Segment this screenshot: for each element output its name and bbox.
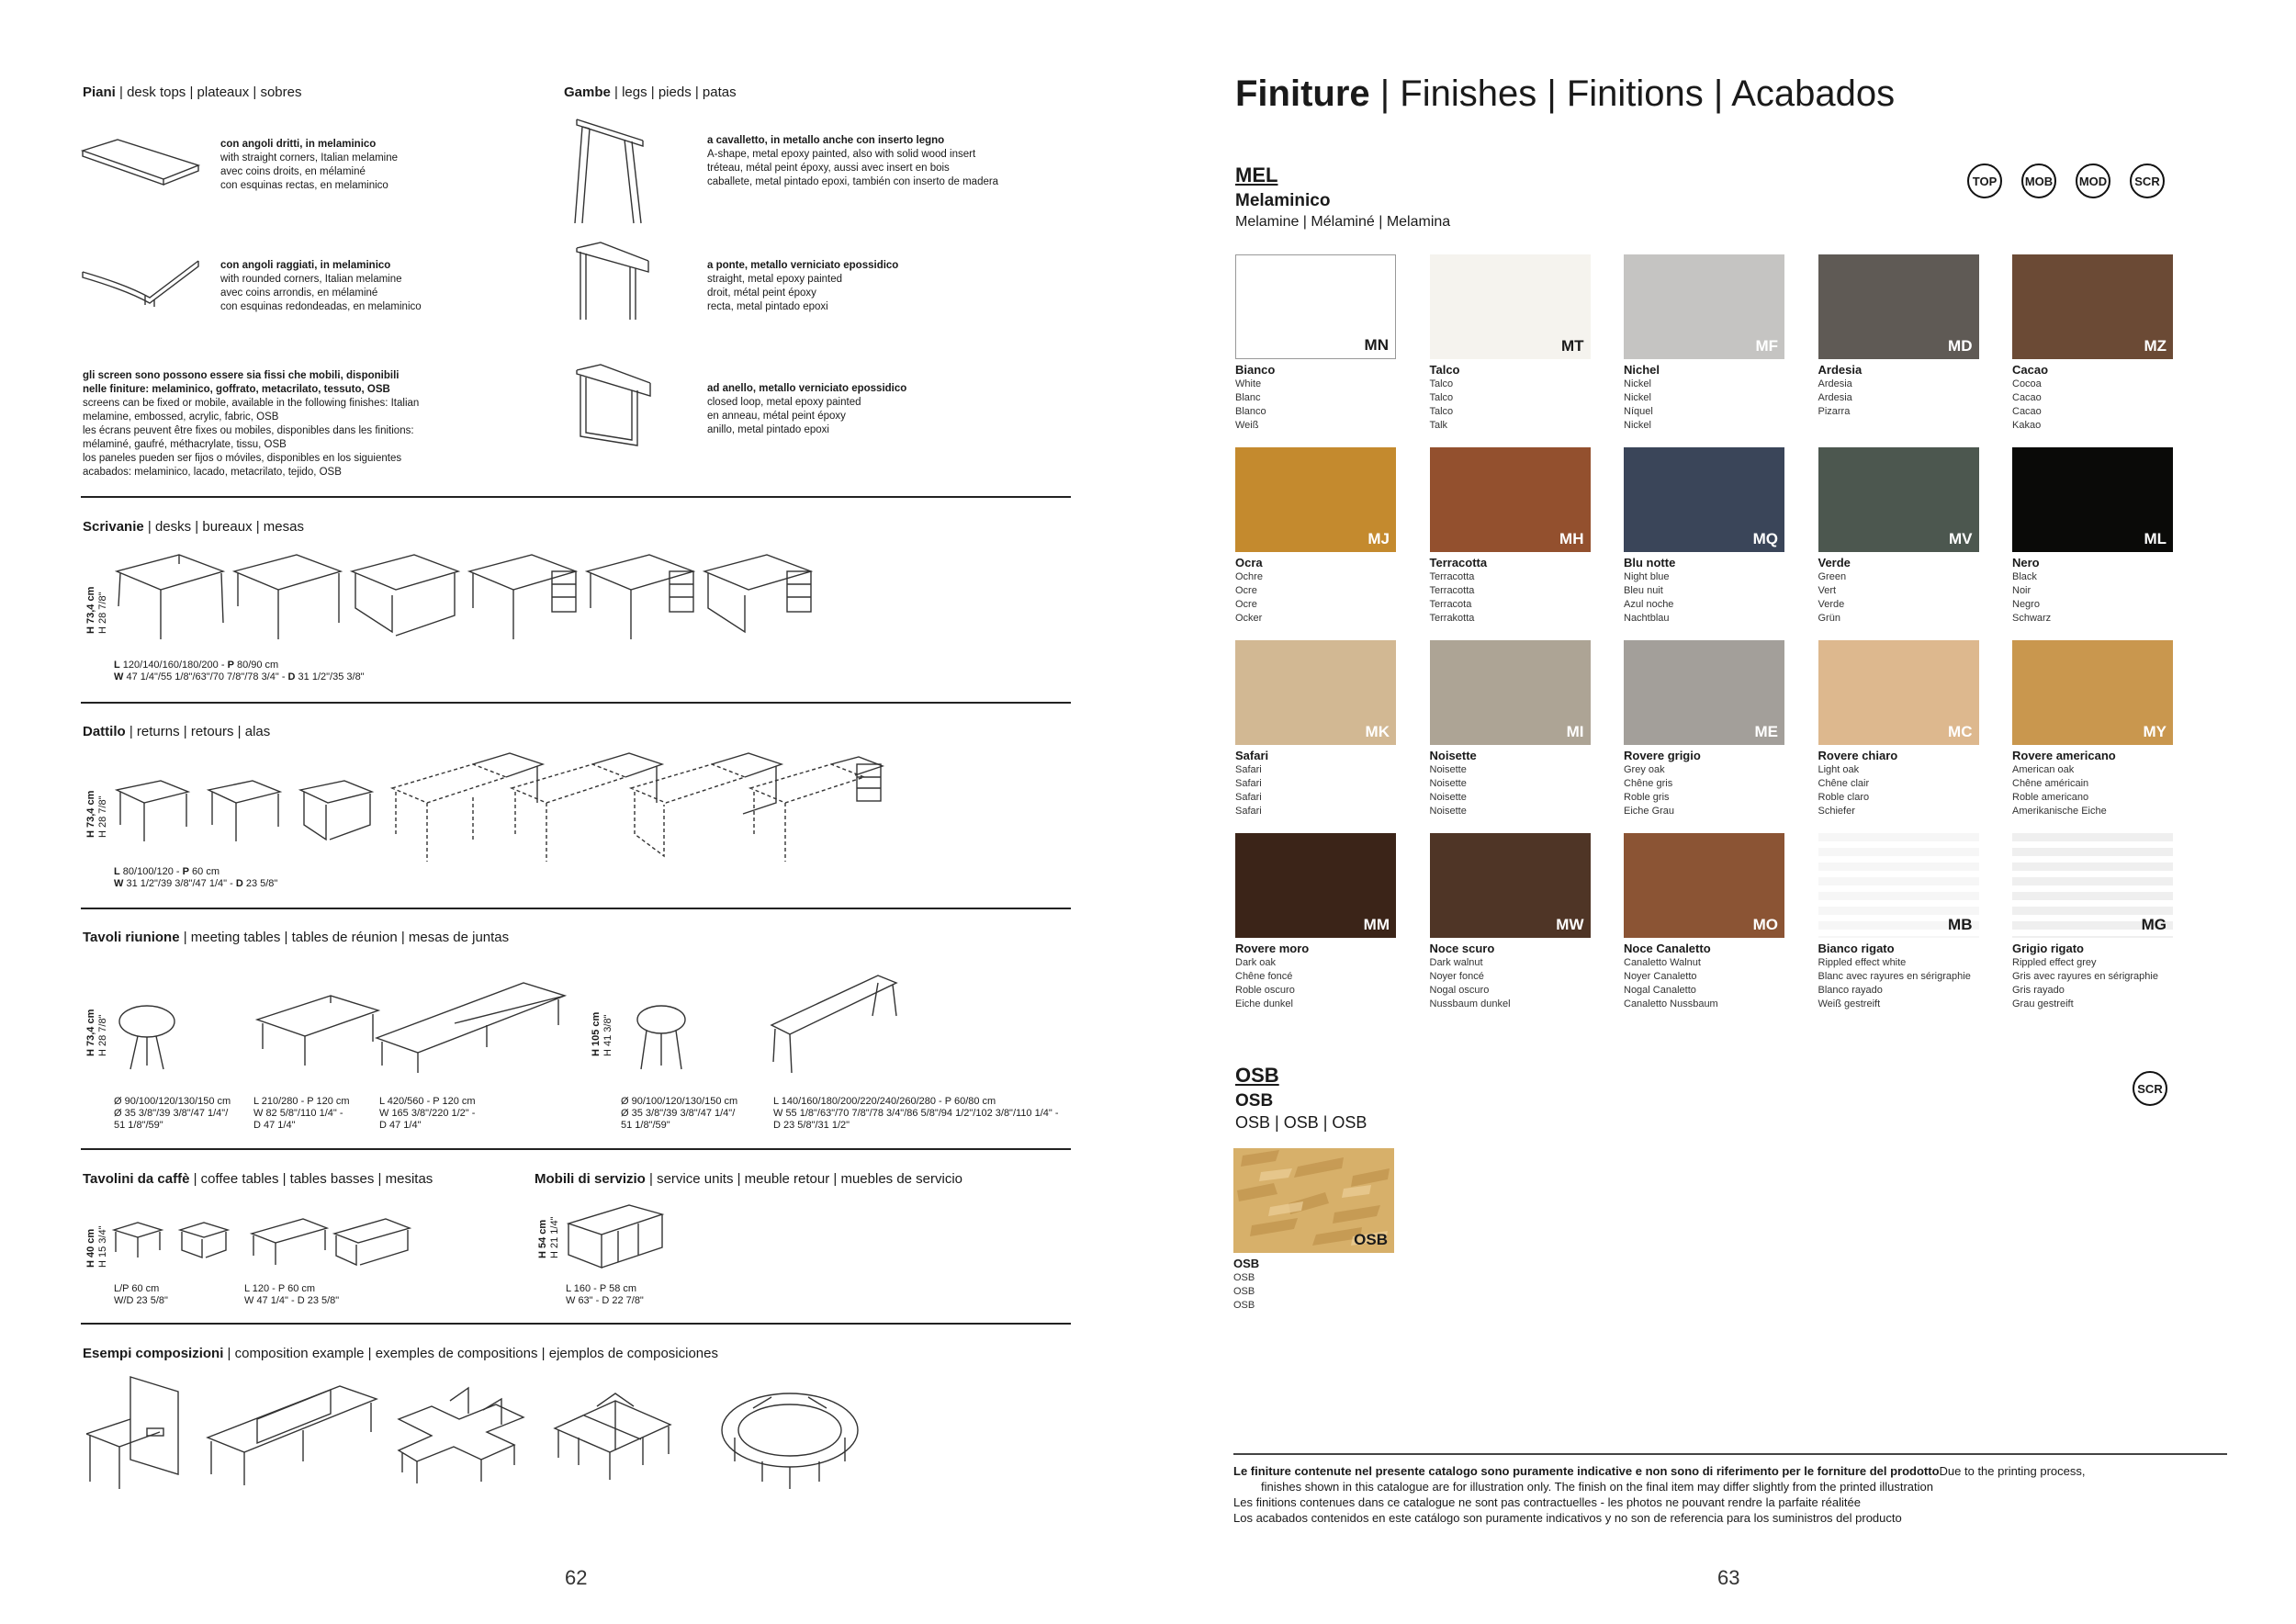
divider-4 [81, 1148, 1071, 1150]
swatch-code: MB [1948, 916, 1973, 933]
piani-item-1: con angoli dritti, in melaminico with straight corners, Italian melamine avec coins droits, en mélaminé con esquinas rectas, en melaminico [220, 139, 399, 191]
swatch-mq [1624, 447, 1784, 552]
swatch-name: Grigio rigato [2012, 942, 2084, 955]
swatch-code: MQ [1752, 530, 1778, 547]
scrivanie-dimensions: L 120/140/160/180/200 - P 80/90 cm W 47 1/4"/55 1/8"/63"/70 7/8"/78 3/4" - D 31 1/2"/35 3/8" [114, 660, 365, 682]
swatch-ml [2012, 447, 2173, 552]
swatch-name: Rovere grigio [1624, 749, 1701, 762]
disclaimer-rule [1233, 1453, 2227, 1455]
swatch-translations: Cocoa Cacao Cacao Kakao [2012, 378, 2042, 431]
swatch-translations: Grey oak Chêne gris Roble gris Eiche Grau [1624, 764, 1675, 817]
swatch-code: MG [2141, 916, 2167, 933]
osb-swatch-code: OSB [1354, 1231, 1388, 1248]
swatch-code: MZ [2144, 337, 2167, 355]
swatch-translations: Black Noir Negro Schwarz [2012, 571, 2052, 624]
swatch-name: Rovere moro [1235, 942, 1310, 955]
divider-2 [81, 702, 1071, 704]
swatch-translations: Dark walnut Noyer foncé Nogal oscuro Nussbaum dunkel [1429, 957, 1511, 1009]
swatch-code: MM [1363, 916, 1390, 933]
swatch-mi [1430, 640, 1591, 745]
swatch-code: MT [1560, 337, 1584, 355]
a-shape-leg-drawing [569, 118, 647, 226]
swatch-name: Ocra [1235, 556, 1263, 570]
swatch-me [1624, 640, 1784, 745]
meeting-tables-drawings [110, 974, 900, 1075]
swatch-code: MW [1556, 916, 1584, 933]
right-page [1148, 0, 2296, 1624]
mobili-height: H 54 cm H 21 1/4" [537, 1216, 560, 1258]
tavoli-heading: Tavoli riunione | meeting tables | tables de réunion | mesas de juntas [83, 930, 510, 945]
swatch-code: MI [1566, 723, 1584, 740]
tavoli-dim-1: Ø 90/100/120/130/150 cm Ø 35 3/8"/39 3/8"/47 1/4"/ 51 1/8"/59" [114, 1096, 231, 1131]
tavoli-height-2: H 105 cm H 41 3/8" [591, 1011, 613, 1056]
gambe-item-1: a cavalletto, in metallo anche con inserto legno A-shape, metal epoxy painted, also with solid wood insert tréteau, métal peint époxy, aussi avec insert en bois caballete, metal pintado epoxi, también con inserto de madera [707, 135, 999, 187]
swatch-code: MN [1364, 336, 1389, 354]
mel-badge-scr: SCR [2130, 164, 2165, 198]
tavolini-heading: Tavolini da caffè | coffee tables | tables basses | mesitas [83, 1171, 433, 1187]
divider-5 [81, 1323, 1071, 1325]
swatch-code: MY [2143, 723, 2167, 740]
swatch-mw [1430, 833, 1591, 938]
swatch-name: Noisette [1429, 749, 1477, 762]
swatch-code: MH [1559, 530, 1584, 547]
swatch-code: ME [1754, 723, 1778, 740]
swatch-translations: American oak Chêne américain Roble americano Amerikanische Eiche [2012, 764, 2107, 817]
swatch-mc [1818, 640, 1979, 745]
mel-name: Melaminico [1235, 191, 1331, 210]
gambe-item-2: a ponte, metallo verniciato epossidico straight, metal epoxy painted droit, métal peint époxy recta, metal pintado epoxi [707, 260, 899, 312]
swatch-name: Blu notte [1624, 556, 1676, 570]
scrivanie-height: H 73,4 cm H 28 7/8" [85, 586, 108, 634]
swatch-code: MV [1949, 530, 1973, 547]
gambe-heading: Gambe | legs | pieds | patas [564, 85, 737, 100]
osb-swatch-translations: OSB OSB OSB [1233, 1272, 1255, 1311]
coffee-tables-drawings [110, 1217, 413, 1272]
swatch-translations: Ardesia Ardesia Pizarra [1818, 378, 1852, 417]
piani-heading: Piani | desk tops | plateaux | sobres [83, 85, 302, 100]
dattilo-heading: Dattilo | returns | retours | alas [83, 724, 271, 739]
tavoli-dim-4: Ø 90/100/120/130/150 cm Ø 35 3/8"/39 3/8"/47 1/4"/ 51 1/8"/59" [621, 1096, 738, 1131]
osb-code: OSB [1235, 1064, 1279, 1087]
osb-swatch [1233, 1148, 1394, 1253]
osb-translations: OSB | OSB | OSB [1235, 1113, 1367, 1132]
swatch-translations: Dark oak Chêne foncé Roble oscuro Eiche dunkel [1235, 957, 1295, 1009]
osb-name: OSB [1235, 1091, 1274, 1111]
swatch-mz [2012, 254, 2173, 359]
swatch-code: MO [1752, 916, 1778, 933]
swatch-translations: White Blanc Blanco Weiß [1235, 378, 1266, 431]
straight-desktop-drawing [81, 138, 200, 188]
swatch-name: Nero [2012, 556, 2040, 570]
divider-3 [81, 908, 1071, 909]
swatch-mk [1235, 640, 1396, 745]
tavolini-dim-1: L/P 60 cm W/D 23 5/8" [114, 1283, 168, 1306]
tavoli-dim-3: L 420/560 - P 120 cm W 165 3/8"/220 1/2" - D 47 1/4" [379, 1096, 476, 1131]
swatch-name: Talco [1429, 363, 1460, 377]
dattilo-dimensions: L 80/100/120 - P 60 cm W 31 1/2"/39 3/8"/47 1/4" - D 23 5/8" [114, 866, 278, 889]
desks-drawings [115, 551, 822, 643]
swatch-name: Terracotta [1429, 556, 1488, 570]
tavoli-height-1: H 73,4 cm H 28 7/8" [85, 1009, 108, 1056]
divider-1 [81, 496, 1071, 498]
swatch-code: MF [1755, 337, 1778, 355]
compositions-drawings [83, 1373, 882, 1493]
page-number-left: 62 [565, 1566, 588, 1589]
swatch-mo [1624, 833, 1784, 938]
swatch-name: Rovere americano [2012, 749, 2116, 762]
swatch-name: Noce Canaletto [1624, 942, 1711, 955]
swatch-name: Bianco [1235, 363, 1276, 377]
mobili-heading: Mobili di servizio | service units | meuble retour | muebles de servicio [535, 1171, 963, 1187]
swatch-mm [1235, 833, 1396, 938]
swatch-name: Rovere chiaro [1818, 749, 1898, 762]
swatch-mb [1818, 833, 1979, 938]
dattilo-height: H 73,4 cm H 28 7/8" [85, 790, 108, 838]
swatch-name: Nichel [1624, 363, 1660, 377]
mel-code: MEL [1235, 164, 1278, 186]
swatch-mh [1430, 447, 1591, 552]
swatch-translations: Rippled effect grey Gris avec rayures en sérigraphie Gris rayado Grau gestreift [2012, 957, 2158, 1009]
page-title: Finiture | Finishes | Finitions | Acabados [1235, 73, 1896, 114]
swatch-translations: Canaletto Walnut Noyer Canaletto Nogal Canaletto Canaletto Nussbaum [1624, 957, 1718, 1009]
swatch-name: Noce scuro [1429, 942, 1495, 955]
swatch-code: MJ [1367, 530, 1390, 547]
mel-translations: Melamine | Mélaminé | Melamina [1235, 214, 1451, 230]
swatch-translations: Safari Safari Safari Safari [1235, 764, 1262, 817]
disclaimer: Le finiture contenute nel presente catalogo sono puramente indicative e non sono di riferimento per le forniture del prodottoDue to the printing process, finishes shown in this catalogue are for illustration only. The finish on the final item may differ slightly from the printed illustration Les finitions contenues dans ce catalogue ne sont pas contractuelles - les photos ne pouvant rendre la parfaite réalitée Los acabados contenidos en este catálogo son puramente indicativos y no son de referencia para los suministros del producto [1233, 1464, 2086, 1525]
swatch-code: ML [2144, 530, 2167, 547]
swatch-translations: Ochre Ocre Ocre Ocker [1235, 571, 1263, 624]
swatch-translations: Rippled effect white Blanc avec rayures en sérigraphie Blanco rayado Weiß gestreift [1818, 957, 1971, 1009]
swatch-mv [1818, 447, 1979, 552]
swatch-name: Verde [1818, 556, 1851, 570]
returns-drawings [115, 751, 886, 871]
swatch-code: MK [1365, 723, 1390, 740]
piani-item-2: con angoli raggiati, in melaminico with rounded corners, Italian melamine avec coins arrondis, en mélaminé con esquinas redondeadas, en melaminico [220, 260, 422, 312]
tavoli-dim-2: L 210/280 - P 120 cm W 82 5/8"/110 1/4" - D 47 1/4" [253, 1096, 350, 1131]
mel-badge-mob: MOB [2021, 164, 2056, 198]
swatch-translations: Talco Talco Talco Talk [1429, 378, 1454, 431]
swatch-mt [1430, 254, 1591, 359]
mel-badge-mod: MOD [2076, 164, 2110, 198]
mobili-dim: L 160 - P 58 cm W 63" - D 22 7/8" [566, 1283, 644, 1306]
swatch-translations: Terracotta Terracotta Terracota Terrakotta [1429, 571, 1475, 624]
swatch-translations: Noisette Noisette Noisette Noisette [1429, 764, 1467, 817]
rounded-desktop-drawing [81, 259, 200, 314]
swatch-translations: Green Vert Verde Grün [1818, 571, 1847, 624]
tavolini-dim-2: L 120 - P 60 cm W 47 1/4" - D 23 5/8" [244, 1283, 340, 1306]
page-number-right: 63 [1717, 1566, 1740, 1589]
tavoli-dim-5: L 140/160/180/200/220/240/260/280 - P 60/80 cm W 55 1/8"/63"/70 7/8"/78 3/4"/86 5/8"/94 1/2"/102 3/8"/110 1/4" - D 23 5/8"/31 1/2" [773, 1096, 1059, 1131]
swatch-mg [2012, 833, 2173, 938]
swatch-mn [1235, 254, 1396, 359]
swatch-translations: Nickel Nickel Níquel Nickel [1624, 378, 1653, 431]
esempi-heading: Esempi composizioni | composition example | exemples de compositions | ejemplos de composiciones [83, 1346, 718, 1361]
swatch-name: Bianco rigato [1818, 942, 1895, 955]
swatch-mf [1624, 254, 1784, 359]
bridge-leg-drawing [573, 241, 651, 323]
screen-description: gli screen sono possono essere sia fissi che mobili, disponibili nelle finiture: melaminico, goffrato, metacrilato, tessuto, OSB screens can be fixed or mobile, available in the following finishes: Italian melamine, embossed, acrylic, fabric, OSB les écrans peuvent être fixes ou mobiles, disponibles dans les finitions: mélaminé, gaufré, méthacrylate, tissu, OSB los paneles pueden ser fijos o móviles, disponibles en los siguientes acabados: melaminico, lacado, metacrilato, tejido, OSB [83, 370, 420, 478]
mel-badge-top: TOP [1967, 164, 2002, 198]
swatch-code: MC [1948, 723, 1973, 740]
swatch-code: MD [1948, 337, 1973, 355]
swatch-name: Safari [1235, 749, 1269, 762]
tavolini-height: H 40 cm H 15 3/4" [85, 1225, 108, 1268]
service-unit-drawing [565, 1203, 666, 1277]
swatch-translations: Night blue Bleu nuit Azul noche Nachtblau [1624, 571, 1674, 624]
scrivanie-heading: Scrivanie | desks | bureaux | mesas [83, 519, 304, 535]
osb-swatch-name: OSB [1233, 1257, 1260, 1270]
gambe-item-3: ad anello, metallo verniciato epossidico closed loop, metal epoxy painted en anneau, métal peint époxy anillo, metal pintado epoxi [707, 383, 907, 435]
swatch-my [2012, 640, 2173, 745]
swatch-md [1818, 254, 1979, 359]
swatch-name: Ardesia [1818, 363, 1863, 377]
osb-badge-scr: SCR [2133, 1071, 2167, 1106]
swatch-translations: Light oak Chêne clair Roble claro Schiefer [1818, 764, 1870, 817]
swatch-name: Cacao [2012, 363, 2049, 377]
swatch-mj [1235, 447, 1396, 552]
loop-leg-drawing [573, 363, 654, 450]
